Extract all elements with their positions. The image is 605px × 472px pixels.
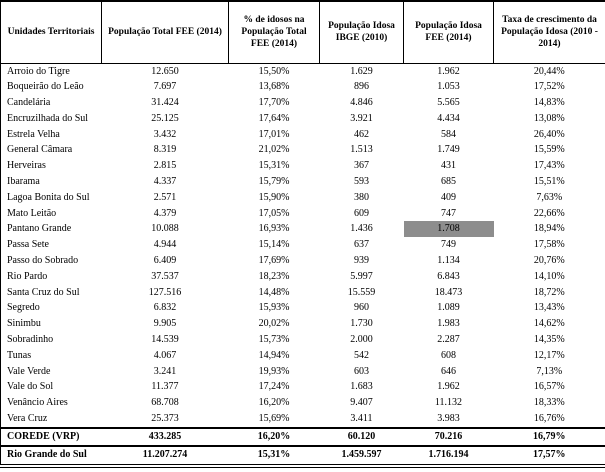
value-cell: 13,08% — [533, 112, 565, 124]
value-cell: 18,94% — [533, 223, 565, 235]
table-row — [1, 395, 605, 411]
value-cell: 15,50% — [258, 65, 290, 77]
value-cell: 37.537 — [151, 270, 179, 282]
value-cell: 749 — [441, 239, 456, 251]
value-cell: 3.411 — [350, 413, 373, 425]
value-cell: 13,43% — [533, 302, 565, 314]
table-row — [1, 316, 605, 332]
value-cell: 1.436 — [350, 223, 373, 235]
value-cell: 1.730 — [350, 318, 373, 330]
territory-name: Rio Grande do Sul — [7, 449, 87, 461]
territory-name: Vera Cruz — [7, 413, 48, 425]
value-cell: 15,59% — [533, 144, 565, 156]
value-cell: 646 — [441, 365, 456, 377]
value-cell: 1.983 — [437, 318, 460, 330]
value-cell: 685 — [441, 176, 456, 188]
col-header-pct-idosos: % de idosos na População Total FEE (2014) — [229, 1, 320, 63]
table-row — [1, 379, 605, 395]
value-cell: 960 — [354, 302, 369, 314]
table-row — [1, 158, 605, 174]
table-row — [1, 269, 605, 285]
territory-name: Passo do Sobrado — [7, 255, 79, 267]
value-cell: 4.067 — [153, 349, 177, 361]
table-row — [1, 63, 605, 79]
territory-name: Passa Sete — [7, 239, 49, 251]
value-cell: 896 — [354, 81, 369, 93]
value-cell: 25.125 — [151, 112, 179, 124]
value-cell: 637 — [354, 239, 369, 251]
value-cell: 1.629 — [350, 65, 373, 77]
value-cell: 1.513 — [350, 144, 373, 156]
value-cell: 11.377 — [151, 381, 179, 393]
value-cell: 60.120 — [347, 430, 376, 442]
value-cell: 25.373 — [151, 413, 179, 425]
value-cell: 21,02% — [258, 144, 290, 156]
table-row — [1, 111, 605, 127]
summary-row — [1, 428, 605, 447]
table-row — [1, 237, 605, 253]
territory-name: Vale do Sol — [7, 381, 54, 393]
value-cell: 68.708 — [151, 397, 179, 409]
territory-name: Boqueirão do Leão — [7, 81, 84, 93]
value-cell: 20,44% — [533, 65, 565, 77]
value-cell: 380 — [354, 191, 369, 203]
value-cell: 367 — [354, 160, 369, 172]
value-cell: 18,23% — [258, 270, 290, 282]
value-cell: 4.846 — [350, 97, 373, 109]
value-cell: 7,13% — [536, 365, 563, 377]
value-cell: 15,51% — [533, 176, 565, 188]
value-cell: 1.134 — [437, 255, 460, 267]
value-cell: 17,70% — [258, 97, 290, 109]
value-cell: 15,31% — [258, 160, 290, 172]
value-cell: 1.962 — [437, 65, 460, 77]
value-cell: 19,93% — [258, 365, 290, 377]
value-cell: 1.683 — [350, 381, 373, 393]
table-row — [1, 127, 605, 143]
value-cell: 17,57% — [533, 449, 566, 461]
value-cell: 18,72% — [533, 286, 565, 298]
value-cell: 14.539 — [151, 334, 179, 346]
value-cell: 14,10% — [533, 270, 565, 282]
value-cell: 15,14% — [258, 239, 290, 251]
value-cell: 1.089 — [437, 302, 460, 314]
value-cell: 16,20% — [258, 397, 290, 409]
value-cell: 16,79% — [533, 430, 566, 442]
value-cell: 603 — [354, 365, 369, 377]
territory-name: Candelária — [7, 97, 51, 109]
value-cell: 2.000 — [350, 334, 373, 346]
value-cell: 1.962 — [437, 381, 460, 393]
table-row — [1, 206, 605, 222]
value-cell: 17,01% — [258, 128, 290, 140]
value-cell: 22,66% — [533, 207, 565, 219]
header-row — [1, 1, 605, 63]
value-cell: 609 — [354, 207, 369, 219]
territory-name: Segredo — [7, 302, 40, 314]
value-cell: 1.716.194 — [428, 449, 469, 461]
value-cell: 4.379 — [153, 207, 177, 219]
value-cell: 7.697 — [153, 81, 177, 93]
table-row — [1, 79, 605, 95]
table-row — [1, 142, 605, 158]
territory-name: Rio Pardo — [7, 270, 48, 282]
value-cell: 10.088 — [151, 223, 179, 235]
value-cell: 70.216 — [434, 430, 463, 442]
value-cell: 15.559 — [347, 286, 376, 298]
value-cell: 8.319 — [153, 144, 177, 156]
value-cell: 6.843 — [437, 270, 460, 282]
table-row — [1, 332, 605, 348]
value-cell: 18,33% — [533, 397, 565, 409]
col-header-populacao-total-fee: População Total FEE (2014) — [102, 1, 229, 63]
value-cell: 15,90% — [258, 191, 290, 203]
value-cell: 3.241 — [153, 365, 177, 377]
value-cell: 593 — [354, 176, 369, 188]
value-cell: 1.749 — [437, 144, 460, 156]
territory-name: Lagoa Bonita do Sul — [7, 191, 90, 203]
territory-name: Sinimbu — [7, 318, 41, 330]
value-cell: 20,76% — [533, 255, 565, 267]
territory-name: Venâncio Aires — [7, 397, 68, 409]
table-row — [1, 190, 605, 206]
value-cell: 16,76% — [533, 413, 565, 425]
value-cell: 16,57% — [533, 381, 565, 393]
value-cell: 747 — [441, 207, 456, 219]
value-cell: 608 — [441, 349, 456, 361]
territory-name: Santa Cruz do Sul — [7, 286, 80, 298]
territory-name: Herveiras — [7, 160, 46, 172]
col-header-unidades-territoriais: Unidades Territoriais — [1, 1, 102, 63]
value-cell: 17,64% — [258, 112, 290, 124]
value-cell: 2.287 — [437, 334, 460, 346]
value-cell: 26,40% — [533, 128, 565, 140]
value-cell: 17,05% — [258, 207, 290, 219]
table-row — [1, 95, 605, 111]
table-row — [1, 348, 605, 364]
value-cell: 18.473 — [434, 286, 463, 298]
table-body — [1, 63, 605, 466]
value-cell: 939 — [354, 255, 369, 267]
territory-name: COREDE (VRP) — [7, 430, 80, 442]
value-cell: 17,52% — [533, 81, 565, 93]
value-cell: 15,69% — [258, 413, 290, 425]
territory-name: Vale Verde — [7, 365, 51, 377]
territory-name: Ibarama — [7, 176, 40, 188]
territory-name: General Câmara — [7, 144, 73, 156]
table-row — [1, 300, 605, 316]
value-cell: 14,94% — [258, 349, 290, 361]
value-cell: 1.053 — [437, 81, 460, 93]
territory-name: Pantano Grande — [7, 223, 72, 235]
summary-row — [1, 446, 605, 466]
table-row — [1, 221, 605, 237]
value-cell: 127.516 — [148, 286, 182, 298]
value-cell: 14,48% — [258, 286, 290, 298]
value-cell: 20,02% — [258, 318, 290, 330]
highlighted-cell: 1.708 — [404, 221, 494, 237]
value-cell: 5.997 — [350, 270, 373, 282]
value-cell: 2.571 — [153, 191, 177, 203]
value-cell: 409 — [441, 191, 456, 203]
value-cell: 4.337 — [153, 176, 177, 188]
value-cell: 3.921 — [350, 112, 373, 124]
value-cell: 5.565 — [437, 97, 460, 109]
col-header-taxa-crescimento: Taxa de crescimento da População Idosa (2010 - 2014) — [494, 1, 605, 63]
territory-name: Encruzilhada do Sul — [7, 112, 89, 124]
col-header-populacao-idosa-ibge: População Idosa IBGE (2010) — [320, 1, 404, 63]
value-cell: 17,43% — [533, 160, 565, 172]
value-cell: 14,83% — [533, 97, 565, 109]
value-cell: 2.815 — [153, 160, 177, 172]
value-cell: 3.983 — [437, 413, 460, 425]
value-cell: 6.832 — [153, 302, 177, 314]
territory-name: Tunas — [7, 349, 32, 361]
value-cell: 31.424 — [151, 97, 179, 109]
table-row — [1, 411, 605, 428]
value-cell: 12.650 — [151, 65, 179, 77]
table-row — [1, 253, 605, 269]
value-cell: 16,20% — [257, 430, 291, 442]
value-cell: 542 — [354, 349, 369, 361]
value-cell: 17,69% — [258, 255, 290, 267]
value-cell: 462 — [354, 128, 369, 140]
value-cell: 12,17% — [533, 349, 565, 361]
value-cell: 15,73% — [258, 334, 290, 346]
value-cell: 4.944 — [153, 239, 177, 251]
value-cell: 14,35% — [533, 334, 565, 346]
value-cell: 15,93% — [258, 302, 290, 314]
table-row — [1, 174, 605, 190]
table-row — [1, 285, 605, 301]
value-cell: 584 — [441, 128, 456, 140]
value-cell: 3.432 — [153, 128, 177, 140]
value-cell: 9.407 — [350, 397, 373, 409]
value-cell: 17,24% — [258, 381, 290, 393]
territory-name: Sobradinho — [7, 334, 54, 346]
value-cell: 433.285 — [148, 430, 182, 442]
territory-name: Estrela Velha — [7, 128, 60, 140]
col-header-populacao-idosa-fee: População Idosa FEE (2014) — [404, 1, 494, 63]
value-cell: 431 — [441, 160, 456, 172]
value-cell: 15,79% — [258, 176, 290, 188]
value-cell: 11.132 — [434, 397, 463, 409]
value-cell: 7,63% — [536, 191, 563, 203]
value-cell: 1.459.597 — [341, 449, 382, 461]
value-cell: 6.409 — [153, 255, 177, 267]
value-cell: 9.905 — [153, 318, 177, 330]
value-cell: 14,62% — [533, 318, 565, 330]
value-cell: 4.434 — [437, 112, 460, 124]
value-cell: 11.207.274 — [142, 449, 188, 461]
value-cell: 17,58% — [533, 239, 565, 251]
value-cell: 15,31% — [257, 449, 291, 461]
table-header — [1, 1, 605, 63]
value-cell: 13,68% — [258, 81, 290, 93]
territory-name: Arroio do Tigre — [7, 65, 70, 77]
territory-name: Mato Leitão — [7, 207, 57, 219]
table-row — [1, 364, 605, 380]
value-cell: 16,93% — [258, 223, 290, 235]
